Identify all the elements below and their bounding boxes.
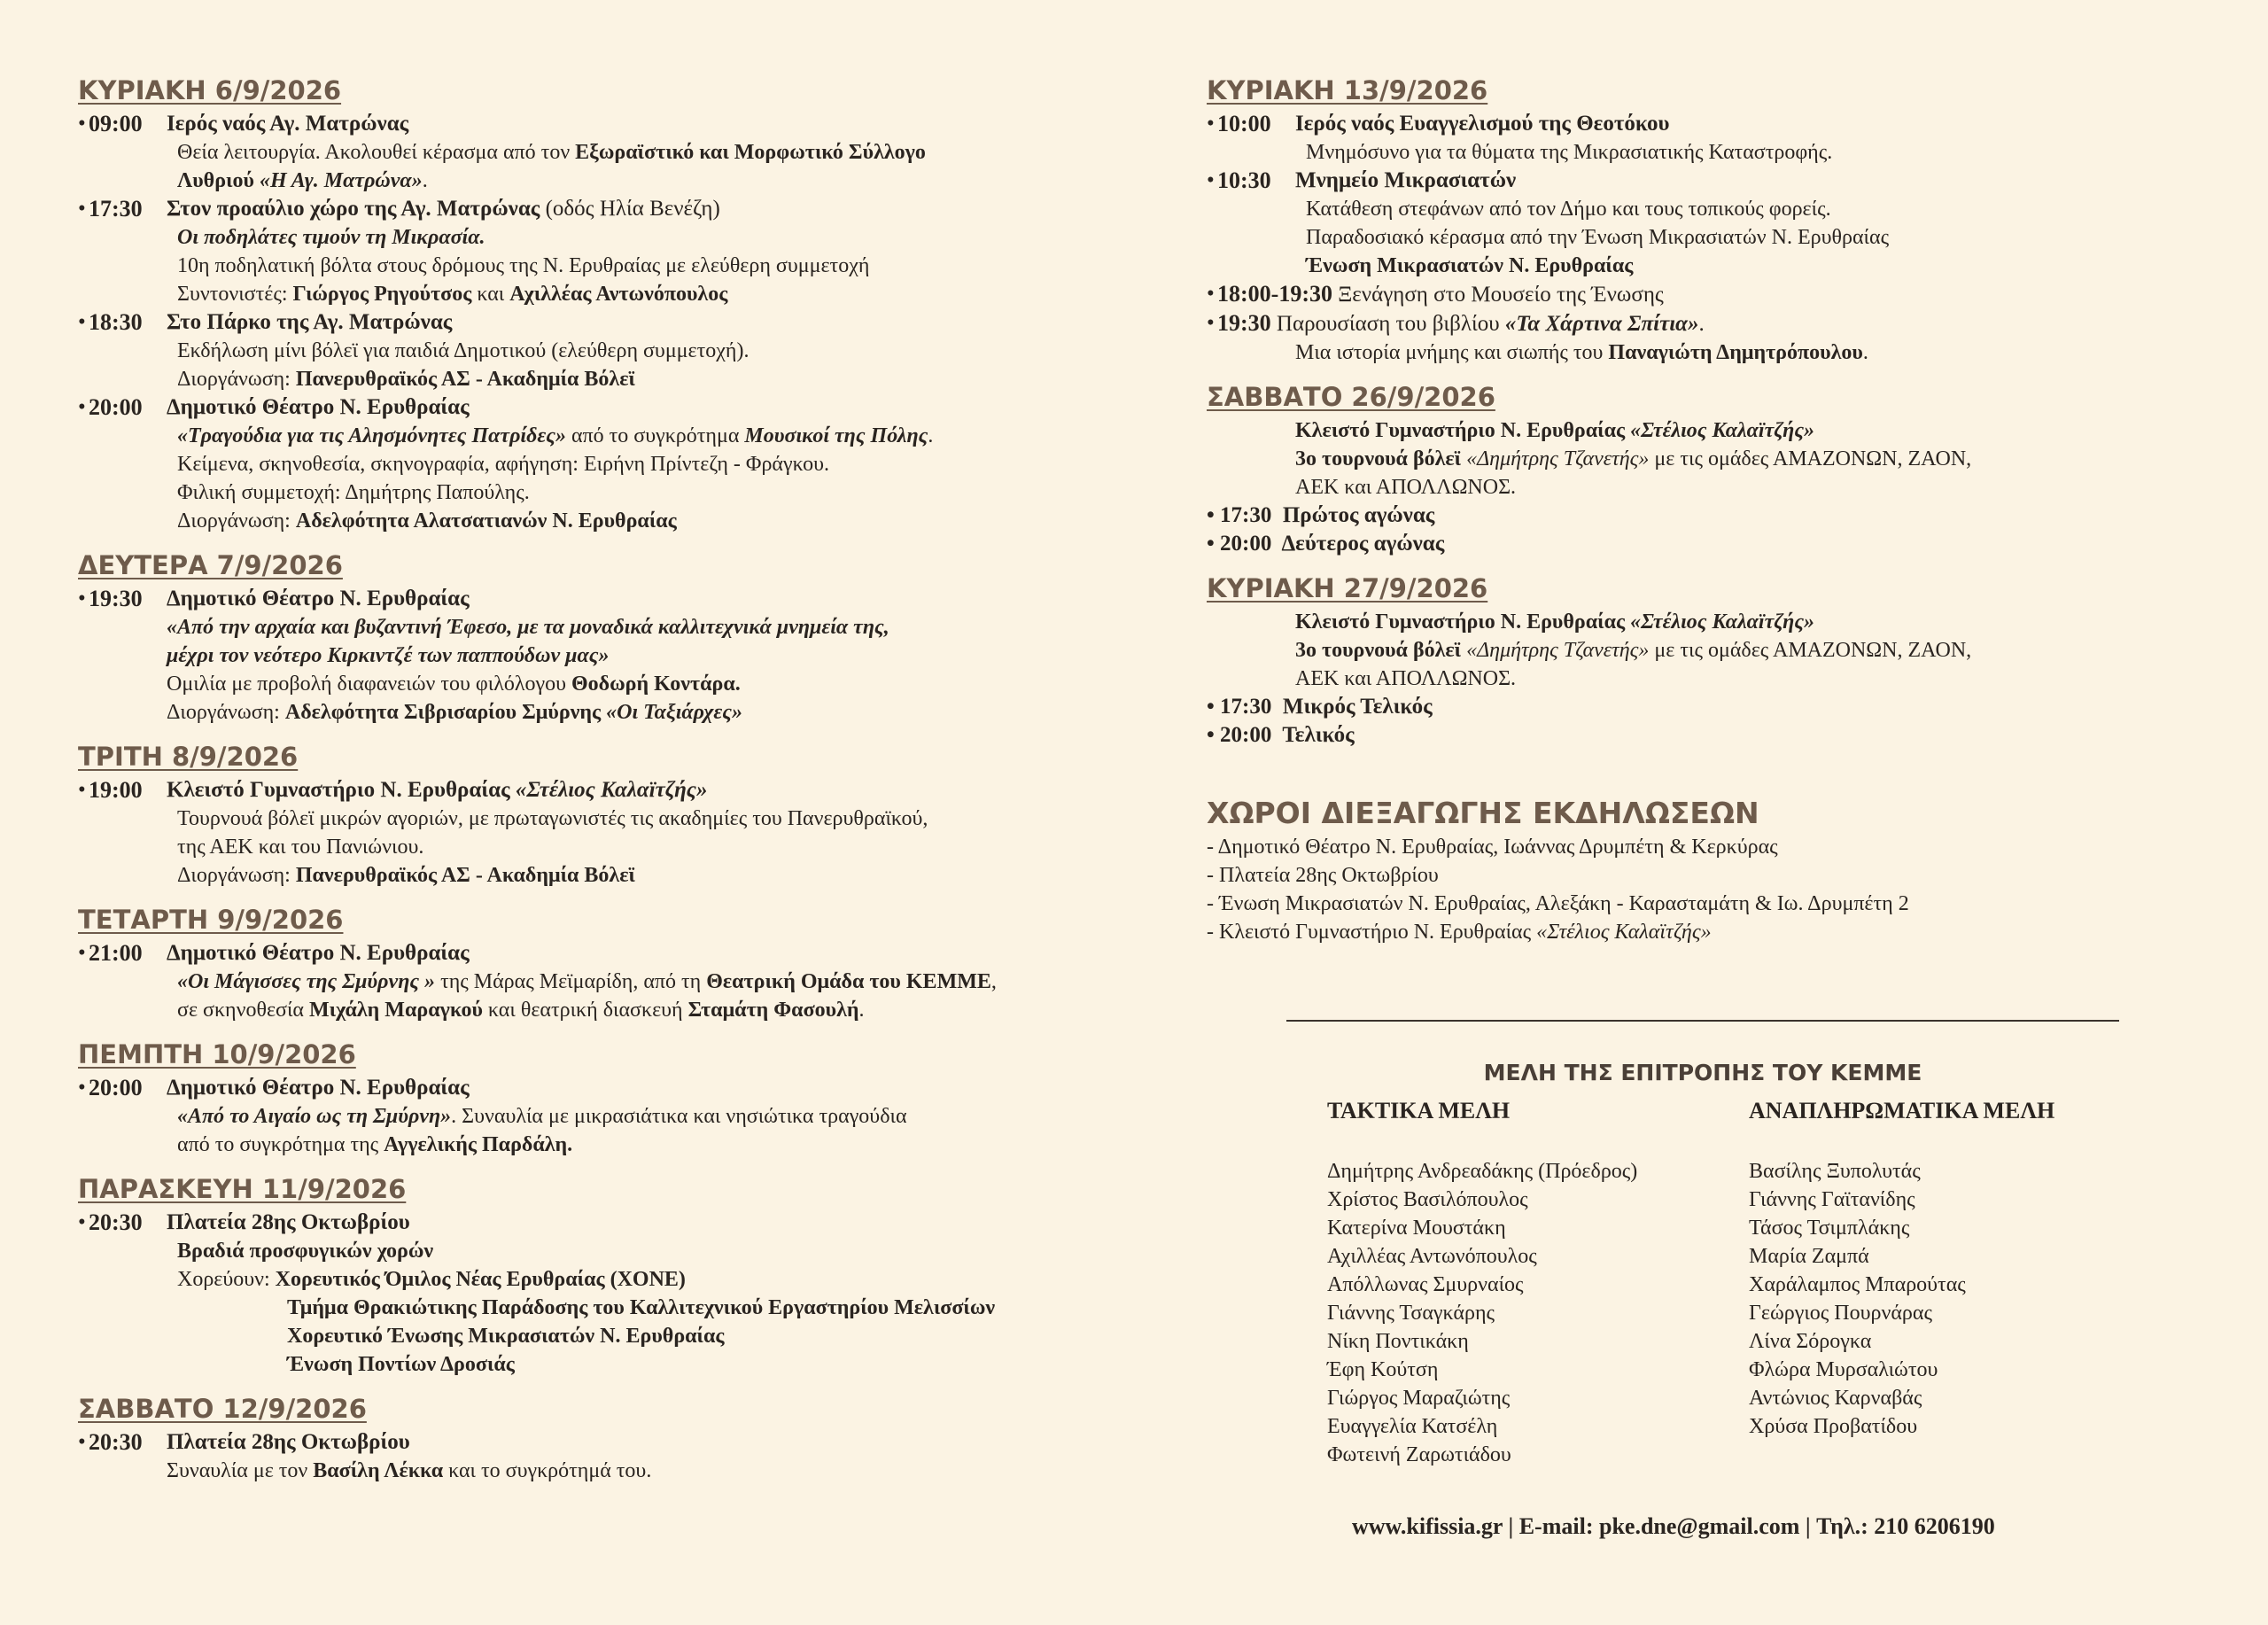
event-heading bbox=[167, 195, 1141, 223]
event-line bbox=[167, 223, 1141, 252]
event-line bbox=[167, 641, 1141, 670]
text-run: . bbox=[858, 999, 865, 1022]
text-run: «Τραγούδια για τις Αλησμόνητες Πατρίδες» bbox=[177, 424, 566, 447]
schedule-left-column bbox=[78, 71, 1141, 1485]
text-run: Θεατρική Ομάδα του ΚΕΜΜΕ bbox=[706, 970, 991, 993]
bullet: • bbox=[78, 587, 86, 610]
schedule-right-column bbox=[1207, 71, 2190, 946]
member-name: Τάσος Τσιμπλάκης bbox=[1749, 1217, 1910, 1240]
event bbox=[1207, 309, 2190, 367]
text-run: , bbox=[990, 970, 997, 993]
text-run: Διοργάνωση: bbox=[177, 368, 296, 391]
text-run: Πανερυθραϊκός ΑΣ - Ακαδημία Βόλεϊ bbox=[295, 864, 635, 887]
member-name: Αντώνιος Καρναβάς bbox=[1749, 1387, 1922, 1410]
event-line bbox=[1295, 138, 2190, 167]
event-heading bbox=[167, 776, 1141, 805]
event-location-suffix: (οδός Ηλία Βενέζη) bbox=[540, 197, 720, 221]
text-run: Παναγιώτη Δημητρόπουλου bbox=[1608, 341, 1863, 364]
member-name: Αχιλλέας Αντωνόπουλος bbox=[1327, 1245, 1537, 1268]
text-run: . Συναυλία με μικρασιάτικα και νησιώτικα τραγούδια bbox=[451, 1105, 907, 1128]
event-location: Ιερός ναός Ευαγγελισμού της Θεοτόκου bbox=[1295, 112, 1670, 136]
tournament-line bbox=[1295, 636, 2190, 665]
text-run: «Δημήτρης Τζανετής» bbox=[1466, 639, 1650, 662]
tournament-line bbox=[1295, 416, 2190, 445]
event-line: Ένωση Ποντίων Δροσιάς bbox=[287, 1353, 515, 1376]
event-line bbox=[167, 478, 1141, 507]
text-run: Κλειστό Γυμναστήριο Ν. Ερυθραίας bbox=[1295, 419, 1631, 442]
day-heading: ΚΥΡΙΑΚΗ 6/9/2026 bbox=[78, 75, 342, 105]
day-heading: ΤΡΙΤΗ 8/9/2026 bbox=[78, 742, 299, 772]
text-run: από το συγκρότημα της bbox=[177, 1133, 384, 1156]
tournament-info bbox=[1207, 608, 2190, 693]
text-run: 3ο τουρνουά βόλεϊ bbox=[1295, 639, 1467, 662]
text-run: Βραδιά προσφυγικών χορών bbox=[177, 1240, 434, 1263]
text-run: της ΑΕΚ και του Πανιώνιου. bbox=[177, 836, 424, 859]
event-line bbox=[1295, 223, 2190, 252]
match-time: 17:30 bbox=[1220, 695, 1272, 719]
text-run: Διοργάνωση: bbox=[177, 864, 296, 887]
event-time: 17:30 bbox=[89, 196, 143, 222]
text-run: Παραδοσιακό κέρασμα από την Ένωση Μικρασιατών Ν. Ερυθραίας bbox=[1306, 226, 1890, 249]
event bbox=[78, 195, 1141, 308]
member-name: Χρίστος Βασιλόπουλος bbox=[1327, 1188, 1528, 1211]
event-location: Κλειστό Γυμναστήριο Ν. Ερυθραίας bbox=[167, 778, 516, 802]
text-run: «Στέλιος Καλαϊτζής» bbox=[1536, 921, 1712, 944]
event-heading bbox=[167, 1074, 1141, 1102]
text-run: ΑΕΚ και ΑΠΟΛΛΩΝΟΣ. bbox=[1295, 667, 1517, 690]
text-run: μέχρι τον νεότερο Κιρκιντζέ των παππούδων μας» bbox=[167, 644, 610, 667]
event-location: Στον προαύλιο χώρο της Αγ. Ματρώνας bbox=[167, 197, 540, 221]
event-line bbox=[167, 670, 1141, 698]
committee-title: ΜΕΛΗ ΤΗΣ ΕΠΙΤΡΟΠΗΣ ΤΟΥ ΚΕΜΜΕ bbox=[1483, 1060, 1922, 1085]
event bbox=[78, 939, 1141, 1024]
event bbox=[1207, 110, 2190, 167]
text-run: «Στέλιος Καλαϊτζής» bbox=[1630, 419, 1815, 442]
event-line bbox=[167, 167, 1141, 195]
event-heading bbox=[167, 585, 1141, 613]
bullet: • bbox=[1207, 503, 1221, 527]
event bbox=[78, 585, 1141, 727]
text-run: - Πλατεία 28ης Οκτωβρίου bbox=[1207, 864, 1439, 887]
text-run: . bbox=[1862, 341, 1868, 364]
bullet: • bbox=[78, 941, 86, 965]
bullet: • bbox=[78, 112, 86, 136]
member-name: Φωτεινή Ζαρωτιάδου bbox=[1327, 1443, 1511, 1466]
match-item bbox=[1207, 501, 2190, 530]
event-line: Τμήμα Θρακιώτικης Παράδοσης του Καλλιτεχνικού Εργαστηρίου Μελισσίων bbox=[287, 1296, 996, 1319]
member-name: Γιάννης Γαϊτανίδης bbox=[1749, 1188, 1915, 1211]
event-time: 20:00 bbox=[89, 1075, 143, 1100]
event bbox=[78, 308, 1141, 393]
event-heading bbox=[167, 110, 1141, 138]
text-run: Διοργάνωση: bbox=[177, 509, 296, 533]
text-run: «Από την αρχαία και βυζαντινή Έφεσο, με τα μοναδικά καλλιτεχνικά μνημεία της, bbox=[167, 616, 889, 639]
event-line bbox=[167, 1102, 1141, 1131]
event-line bbox=[167, 861, 1141, 890]
text-run: Αδελφότητα Αλατσατιανών Ν. Ερυθραίας bbox=[295, 509, 677, 533]
day-heading: ΠΕΜΠΤΗ 10/9/2026 bbox=[78, 1039, 356, 1069]
member-name: Χαράλαμπος Μπαρούτας bbox=[1749, 1273, 1966, 1296]
event-location-italic: «Στέλιος Καλαϊτζής» bbox=[515, 778, 708, 802]
text-run: «Δημήτρης Τζανετής» bbox=[1466, 447, 1650, 470]
bullet: • bbox=[1207, 282, 1215, 306]
text-run: Γιώργος Ρηγούτσος bbox=[292, 283, 472, 306]
text-run: Βασίλη Λέκκα bbox=[313, 1459, 444, 1482]
member-name: Νίκη Ποντικάκη bbox=[1327, 1330, 1469, 1353]
event-line bbox=[1217, 338, 2190, 367]
tournament-line bbox=[1295, 473, 2190, 501]
event-heading bbox=[1217, 280, 2190, 309]
event-time: 20:30 bbox=[89, 1429, 143, 1455]
member-name: Γιώργος Μαραζιώτης bbox=[1327, 1387, 1511, 1410]
text-run: από το συγκρότημα bbox=[565, 424, 745, 447]
event-heading bbox=[1295, 167, 2190, 195]
event-line bbox=[167, 996, 1141, 1024]
day-heading: ΤΕΤΑΡΤΗ 9/9/2026 bbox=[78, 905, 344, 935]
match-time: 20:00 bbox=[1220, 532, 1272, 556]
text-run: ΑΕΚ και ΑΠΟΛΛΩΝΟΣ. bbox=[1295, 476, 1517, 499]
match-label: Πρώτος αγώνας bbox=[1282, 503, 1435, 527]
venue-item bbox=[1207, 918, 2190, 946]
text-run: με τις ομάδες ΑΜΑΖΟΝΩΝ, ΖΑΟΝ, bbox=[1649, 639, 1972, 662]
event bbox=[78, 776, 1141, 890]
text-run: με τις ομάδες ΑΜΑΖΟΝΩΝ, ΖΑΟΝ, bbox=[1649, 447, 1972, 470]
member-name: Δημήτρης Ανδρεαδάκης (Πρόεδρος) bbox=[1327, 1160, 1638, 1183]
member-name: Γεώργιος Πουρνάρας bbox=[1749, 1302, 1932, 1325]
text-run: Εξωραϊστικό και Μορφωτικό Σύλλογο bbox=[575, 141, 926, 164]
match-time: 20:00 bbox=[1220, 723, 1272, 747]
venue-item bbox=[1207, 833, 2190, 861]
text-run: Συντονιστές: bbox=[177, 283, 293, 306]
event-location: Δημοτικό Θέατρο Ν. Ερυθραίας bbox=[167, 395, 470, 419]
event-line bbox=[167, 1265, 1141, 1294]
tournament-info bbox=[1207, 416, 2190, 501]
day-heading: ΣΑΒΒΑΤΟ 12/9/2026 bbox=[78, 1394, 367, 1424]
event-time: 10:00 bbox=[1217, 111, 1271, 136]
event-line bbox=[167, 805, 1141, 833]
event-line bbox=[167, 507, 1141, 535]
text-run: σε σκηνοθεσία bbox=[177, 999, 309, 1022]
text-run: Μιχάλη Μαραγκού bbox=[309, 999, 483, 1022]
event-time: 10:30 bbox=[1217, 167, 1271, 193]
event-time: 20:30 bbox=[89, 1209, 143, 1235]
event-time: 21:00 bbox=[89, 940, 143, 966]
match-item bbox=[1207, 530, 2190, 558]
event-heading bbox=[167, 308, 1141, 337]
event-heading bbox=[1295, 110, 2190, 138]
text-run: «Οι Ταξιάρχες» bbox=[606, 701, 742, 724]
text-run: Κλειστό Γυμναστήριο Ν. Ερυθραίας bbox=[1295, 610, 1631, 634]
text-run: Μια ιστορία μνήμης και σιωπής του bbox=[1295, 341, 1609, 364]
event-line bbox=[167, 337, 1141, 365]
contact-footer: www.kifissia.gr | E-mail: pke.dne@gmail.com | Τηλ.: 210 6206190 bbox=[1352, 1513, 1995, 1539]
text-run: και το συγκρότημά του. bbox=[443, 1459, 652, 1482]
match-label: Μικρός Τελικός bbox=[1282, 695, 1433, 719]
member-name: Ευαγγελία Κατσέλη bbox=[1327, 1415, 1498, 1438]
text-run: «Στέλιος Καλαϊτζής» bbox=[1630, 610, 1815, 634]
day-heading: ΚΥΡΙΑΚΗ 27/9/2026 bbox=[1207, 573, 1488, 603]
match-item bbox=[1207, 721, 2190, 750]
bullet: • bbox=[1207, 168, 1215, 192]
text-run: - Ένωση Μικρασιατών Ν. Ερυθραίας, Αλεξάκη - Καρασταμάτη & Ιω. Δρυμπέτη 2 bbox=[1207, 892, 1909, 915]
text-run: «Από το Αιγαίο ως τη Σμύρνη» bbox=[177, 1105, 452, 1128]
text-run: Κείμενα, σκηνοθεσία, σκηνογραφία, αφήγηση: Ειρήνη Πρίντεζη - Φράγκου. bbox=[177, 453, 830, 476]
match-item bbox=[1207, 693, 2190, 721]
bullet: • bbox=[1207, 723, 1221, 747]
event-location: Μνημείο Μικρασιατών bbox=[1295, 168, 1517, 192]
text-run: Οι ποδηλάτες τιμούν τη Μικρασία. bbox=[177, 226, 485, 249]
text-run: και bbox=[471, 283, 510, 306]
bullet: • bbox=[1207, 695, 1221, 719]
text-run: Διοργάνωση: bbox=[167, 701, 285, 724]
event-time: 19:30 bbox=[89, 586, 143, 611]
event-time: 19:30 bbox=[1217, 310, 1271, 336]
event bbox=[78, 1428, 1141, 1485]
event-line bbox=[1295, 252, 2190, 280]
text-run: Εκδήλωση μίνι βόλεϊ για παιδιά Δημοτικού (ελεύθερη συμμετοχή). bbox=[177, 339, 750, 362]
event-line bbox=[167, 613, 1141, 641]
regular-members bbox=[1327, 1097, 1637, 1469]
venues-title: ΧΩΡΟΙ ΔΙΕΞΑΓΩΓΗΣ ΕΚΔΗΛΩΣΕΩΝ bbox=[1207, 796, 1759, 830]
text-run: «Οι Μάγισσες της Σμύρνης » bbox=[177, 970, 436, 993]
spacer bbox=[1271, 723, 1282, 747]
divider bbox=[1286, 1020, 2119, 1022]
text-run: Θεία λειτουργία. Ακολουθεί κέρασμα από τον bbox=[177, 141, 576, 164]
text-run: Λυθριού bbox=[177, 169, 260, 192]
text-run: «Τα Χάρτινα Σπίτια» bbox=[1504, 312, 1699, 336]
text-run: - Κλειστό Γυμναστήριο Ν. Ερυθραίας bbox=[1207, 921, 1537, 944]
text-run: Τουρνουά βόλεϊ μικρών αγοριών, με πρωταγωνιστές τις ακαδημίες του Πανερυθραϊκού, bbox=[177, 807, 928, 830]
event-text bbox=[1271, 312, 1705, 336]
event-line bbox=[167, 280, 1141, 308]
event-location: Δημοτικό Θέατρο Ν. Ερυθραίας bbox=[167, 587, 470, 610]
text-run: Αδελφότητα Σιβρισαρίου Σμύρνης bbox=[284, 701, 607, 724]
spacer bbox=[1271, 695, 1283, 719]
bullet: • bbox=[78, 395, 86, 419]
text-run: «Η Αγ. Ματρώνα» bbox=[259, 169, 423, 192]
event-line bbox=[167, 968, 1141, 996]
day-heading: ΔΕΥΤΕΡΑ 7/9/2026 bbox=[78, 550, 343, 580]
member-name: Απόλλωνας Σμυρναίος bbox=[1327, 1273, 1524, 1296]
event-line bbox=[167, 698, 1141, 727]
event-line bbox=[1295, 195, 2190, 223]
alternate-members bbox=[1749, 1097, 2054, 1441]
event-time: 20:00 bbox=[89, 394, 143, 420]
event-location: Στο Πάρκο της Αγ. Ματρώνας bbox=[167, 310, 453, 334]
event-heading bbox=[167, 939, 1141, 968]
member-name: Γιάννης Τσαγκάρης bbox=[1327, 1302, 1495, 1325]
event-line bbox=[167, 422, 1141, 450]
text-run: Συναυλία με τον bbox=[167, 1459, 314, 1482]
venue-item bbox=[1207, 861, 2190, 890]
venues-section bbox=[1207, 794, 2190, 946]
event-line bbox=[167, 1237, 1141, 1265]
venue-item bbox=[1207, 890, 2190, 918]
text-run: Χορεύουν: bbox=[177, 1268, 276, 1291]
event-heading bbox=[167, 1209, 1141, 1237]
text-run: Ένωση Μικρασιατών Ν. Ερυθραίας bbox=[1306, 254, 1634, 277]
event-time: 18:00-19:30 bbox=[1217, 281, 1332, 307]
bullet: • bbox=[1207, 532, 1221, 556]
event-location: Δημοτικό Θέατρο Ν. Ερυθραίας bbox=[167, 941, 470, 965]
bullet: • bbox=[78, 1076, 86, 1100]
event-line: Χορευτικό Ένωσης Μικρασιατών Ν. Ερυθραίας bbox=[287, 1325, 725, 1348]
event bbox=[78, 1074, 1141, 1159]
text-run: Κατάθεση στεφάνων από τον Δήμο και τους τοπικούς φορείς. bbox=[1306, 198, 1831, 221]
member-name: Λίνα Σόρογκα bbox=[1749, 1330, 1872, 1353]
text-run: Σταμάτη Φασουλή bbox=[687, 999, 859, 1022]
event-line bbox=[167, 833, 1141, 861]
event-line bbox=[167, 252, 1141, 280]
event-text: Ξενάγηση στο Μουσείο της Ένωσης bbox=[1332, 283, 1664, 307]
event-location: Πλατεία 28ης Οκτωβρίου bbox=[167, 1430, 410, 1454]
event-location: Δημοτικό Θέατρο Ν. Ερυθραίας bbox=[167, 1076, 470, 1100]
spacer bbox=[1271, 503, 1283, 527]
text-run: της Μάρας Μεϊμαρίδη, από τη bbox=[435, 970, 707, 993]
text-run: Μουσικοί της Πόλης bbox=[744, 424, 928, 447]
text-run: Αγγελικής Παρδάλη. bbox=[384, 1133, 573, 1156]
text-run: . bbox=[1698, 312, 1705, 336]
text-run: . bbox=[422, 169, 428, 192]
member-name: Κατερίνα Μουστάκη bbox=[1327, 1217, 1506, 1240]
event-heading bbox=[167, 1428, 1141, 1457]
text-run: Πανερυθραϊκός ΑΣ - Ακαδημία Βόλεϊ bbox=[295, 368, 635, 391]
event-line bbox=[167, 365, 1141, 393]
event-time: 19:00 bbox=[89, 777, 143, 803]
event-time: 18:30 bbox=[89, 309, 143, 335]
regular-members-title: ΤΑΚΤΙΚΑ ΜΕΛΗ bbox=[1327, 1098, 1511, 1124]
day-heading: ΠΑΡΑΣΚΕΥΗ 11/9/2026 bbox=[78, 1174, 407, 1204]
tournament-line bbox=[1295, 445, 2190, 473]
event-location: Πλατεία 28ης Οκτωβρίου bbox=[167, 1210, 410, 1234]
event-line bbox=[167, 138, 1141, 167]
event-time: 09:00 bbox=[89, 111, 143, 136]
text-run: Φιλική συμμετοχή: Δημήτρης Παπούλης. bbox=[177, 481, 530, 504]
member-name: Βασίλης Ξυπολυτάς bbox=[1749, 1160, 1921, 1183]
member-name: Φλώρα Μυρσαλιώτου bbox=[1749, 1358, 1938, 1381]
member-name: Μαρία Ζαμπά bbox=[1749, 1245, 1869, 1268]
event-heading bbox=[1217, 309, 2190, 338]
event bbox=[1207, 167, 2190, 280]
event-line bbox=[167, 450, 1141, 478]
tournament-line bbox=[1295, 608, 2190, 636]
bullet: • bbox=[1207, 311, 1215, 335]
event bbox=[1207, 280, 2190, 309]
text-run: Χορευτικός Όμιλος Νέας Ερυθραίας (ΧΟΝΕ) bbox=[275, 1268, 686, 1291]
text-run: Παρουσίαση του βιβλίου bbox=[1270, 312, 1505, 336]
match-label: Δεύτερος αγώνας bbox=[1281, 532, 1445, 556]
member-name: Έφη Κούτση bbox=[1327, 1358, 1439, 1381]
event-heading bbox=[167, 393, 1141, 422]
match-time: 17:30 bbox=[1220, 503, 1272, 527]
event bbox=[78, 110, 1141, 195]
text-run: Αχιλλέας Αντωνόπουλος bbox=[509, 283, 728, 306]
bullet: • bbox=[78, 1210, 86, 1234]
text-run: 3ο τουρνουά βόλεϊ bbox=[1295, 447, 1467, 470]
text-run: Ομιλία με προβολή διαφανειών του φιλόλογου bbox=[167, 673, 571, 696]
spacer bbox=[1271, 532, 1281, 556]
text-run: - Δημοτικό Θέατρο Ν. Ερυθραίας, Ιωάννας Δρυμπέτη & Κερκύρας bbox=[1207, 836, 1778, 859]
match-label: Τελικός bbox=[1282, 723, 1355, 747]
event-location: Ιερός ναός Αγ. Ματρώνας bbox=[167, 112, 409, 136]
alternate-members-title: ΑΝΑΠΛΗΡΩΜΑΤΙΚΑ ΜΕΛΗ bbox=[1749, 1098, 2055, 1124]
day-heading: ΣΑΒΒΑΤΟ 26/9/2026 bbox=[1207, 382, 1495, 412]
text-run: Μνημόσυνο για τα θύματα της Μικρασιατικής Καταστροφής. bbox=[1306, 141, 1833, 164]
member-name: Χρύσα Προβατίδου bbox=[1749, 1415, 1918, 1438]
text-run: . bbox=[928, 424, 934, 447]
day-heading: ΚΥΡΙΑΚΗ 13/9/2026 bbox=[1207, 75, 1488, 105]
event bbox=[78, 393, 1141, 535]
bullet: • bbox=[78, 310, 86, 334]
bullet: • bbox=[78, 1430, 86, 1454]
text-run: και θεατρική διασκευή bbox=[482, 999, 688, 1022]
text-run: 10η ποδηλατική βόλτα στους δρόμους της Ν. Ερυθραίας με ελεύθερη συμμετοχή bbox=[177, 254, 870, 277]
bullet: • bbox=[78, 778, 86, 802]
event bbox=[78, 1209, 1141, 1379]
tournament-line bbox=[1295, 665, 2190, 693]
event-line bbox=[167, 1131, 1141, 1159]
text-run: Θοδωρή Κοντάρα. bbox=[571, 673, 741, 696]
event-line bbox=[167, 1457, 1141, 1485]
bullet: • bbox=[1207, 112, 1215, 136]
bullet: • bbox=[78, 197, 86, 221]
